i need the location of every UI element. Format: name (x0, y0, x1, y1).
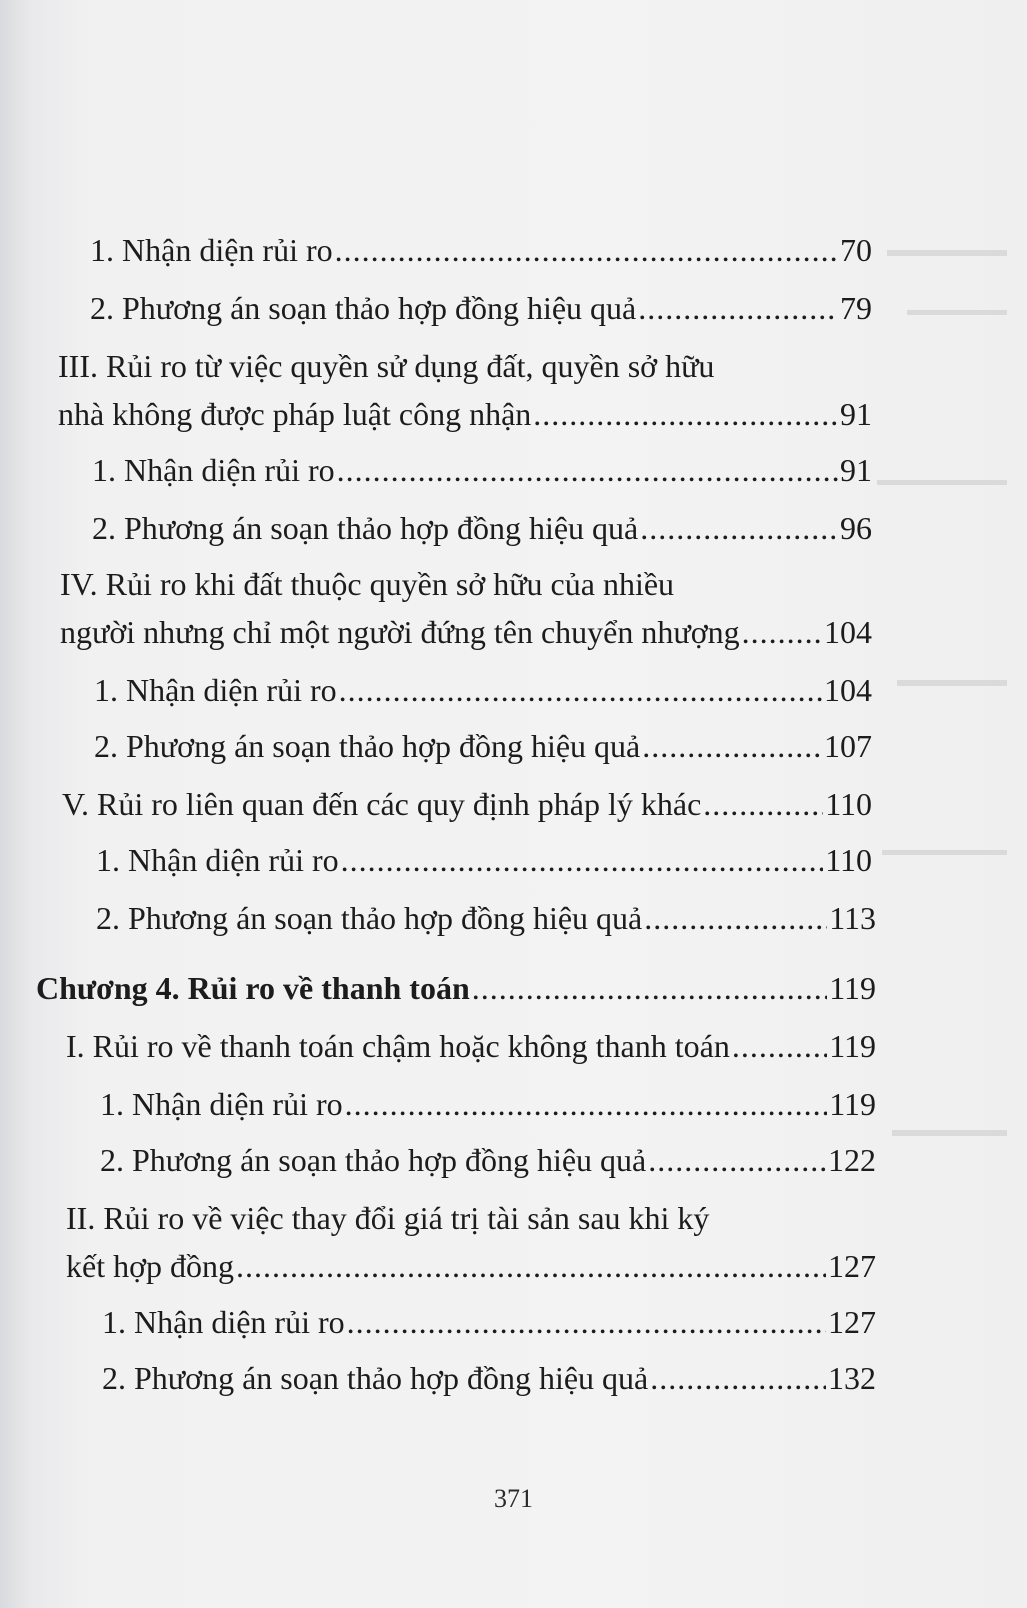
toc-entry-page: 79 (840, 290, 872, 326)
toc-entry[interactable] (102, 1358, 876, 1398)
toc-entry[interactable] (62, 784, 872, 824)
toc-entry-title: 2. Phương án soạn thảo hợp đồng hiệu quả (94, 728, 641, 764)
toc-entry-page: 119 (829, 970, 876, 1006)
toc-entry-title: 1. Nhận diện rủi ro (90, 232, 333, 268)
leader-dots (638, 288, 838, 328)
toc-entry[interactable] (96, 898, 876, 938)
toc-entry-title: người nhưng chỉ một người đứng tên chuyển nhượng (60, 614, 740, 650)
toc-entry-title: 1. Nhận diện rủi ro (102, 1304, 345, 1340)
toc-entry-title-line1: IV. Rủi ro khi đất thuộc quyền sở hữu của nhiều (60, 566, 675, 602)
leader-dots (648, 1140, 826, 1180)
toc-entry-title: 1. Nhận diện rủi ro (100, 1086, 343, 1122)
toc-entry-page: 122 (828, 1142, 876, 1178)
toc-entry-title: V. Rủi ro liên quan đến các quy định pháp lý khác (62, 786, 702, 822)
leader-dots (341, 840, 824, 880)
toc-entry-page: 91 (840, 396, 872, 432)
leader-dots (640, 508, 838, 548)
toc-entry-page: 119 (829, 1086, 876, 1122)
leader-dots (650, 1358, 826, 1398)
toc-entry-title-line1: II. Rủi ro về việc thay đổi giá trị tài sản sau khi ký (66, 1200, 710, 1236)
page-number: 371 (494, 1484, 533, 1513)
toc-entry-page: 107 (824, 728, 872, 764)
toc-entry-page: 91 (840, 452, 872, 488)
toc-entry[interactable] (100, 1140, 876, 1180)
leader-dots (732, 1026, 827, 1066)
toc-entry-title: 2. Phương án soạn thảo hợp đồng hiệu quả (90, 290, 637, 326)
toc-entry-page: 113 (829, 900, 876, 936)
leader-dots (644, 898, 827, 938)
toc-entry[interactable] (66, 1246, 876, 1286)
toc-entry[interactable] (94, 670, 872, 710)
toc-entry-page: 96 (840, 510, 872, 546)
toc-entry-page: 104 (824, 614, 872, 650)
leader-dots (472, 968, 827, 1008)
leader-dots (337, 450, 838, 490)
leader-dots (533, 394, 838, 434)
toc-entry-page: 70 (840, 232, 872, 268)
leader-dots (335, 230, 838, 270)
toc-entry-page: 127 (828, 1304, 876, 1340)
leader-dots (642, 726, 822, 766)
show-through-texture (867, 230, 1027, 1430)
leader-dots (345, 1084, 828, 1124)
toc-entry-page: 110 (825, 786, 872, 822)
toc-entry-title: 2. Phương án soạn thảo hợp đồng hiệu quả (96, 900, 643, 936)
toc-entry[interactable] (102, 1302, 876, 1342)
toc-entry-title: 1. Nhận diện rủi ro (94, 672, 337, 708)
toc-chapter-entry[interactable] (36, 968, 876, 1008)
toc-entry-title: I. Rủi ro về thanh toán chậm hoặc không thanh toán (66, 1028, 730, 1064)
chapter-title: Chương 4. Rủi ro về thanh toán (36, 970, 470, 1006)
toc-entry-page: 127 (828, 1248, 876, 1284)
leader-dots (703, 784, 823, 824)
toc-entry[interactable] (90, 288, 872, 328)
toc-entry[interactable] (66, 1026, 876, 1066)
leader-dots (236, 1246, 826, 1286)
toc-entry-title: 2. Phương án soạn thảo hợp đồng hiệu quả (100, 1142, 647, 1178)
toc-entry-page: 104 (824, 672, 872, 708)
leader-dots (339, 670, 822, 710)
toc-entry[interactable] (60, 612, 872, 652)
toc-entry-page: 110 (825, 842, 872, 878)
toc-entry[interactable] (58, 394, 872, 434)
toc-entry-title: 2. Phương án soạn thảo hợp đồng hiệu quả (92, 510, 639, 546)
leader-dots (347, 1302, 826, 1342)
toc-entry-title: 2. Phương án soạn thảo hợp đồng hiệu quả (102, 1360, 649, 1396)
toc-entry[interactable] (90, 230, 872, 270)
toc-entry-title: 1. Nhận diện rủi ro (96, 842, 339, 878)
toc-entry[interactable] (92, 450, 872, 490)
toc-entry[interactable] (100, 1084, 876, 1124)
toc-entry-title-line1: III. Rủi ro từ việc quyền sử dụng đất, quyền sở hữu (58, 348, 715, 384)
leader-dots (742, 612, 822, 652)
toc-entry[interactable] (96, 840, 872, 880)
toc-entry[interactable] (92, 508, 872, 548)
toc-entry-title: 1. Nhận diện rủi ro (92, 452, 335, 488)
toc-entry[interactable] (94, 726, 872, 766)
toc-entry-title: nhà không được pháp luật công nhận (58, 396, 532, 432)
toc-entry-page: 132 (828, 1360, 876, 1396)
toc-entry-title: kết hợp đồng (66, 1248, 235, 1284)
toc-entry-page: 119 (829, 1028, 876, 1064)
